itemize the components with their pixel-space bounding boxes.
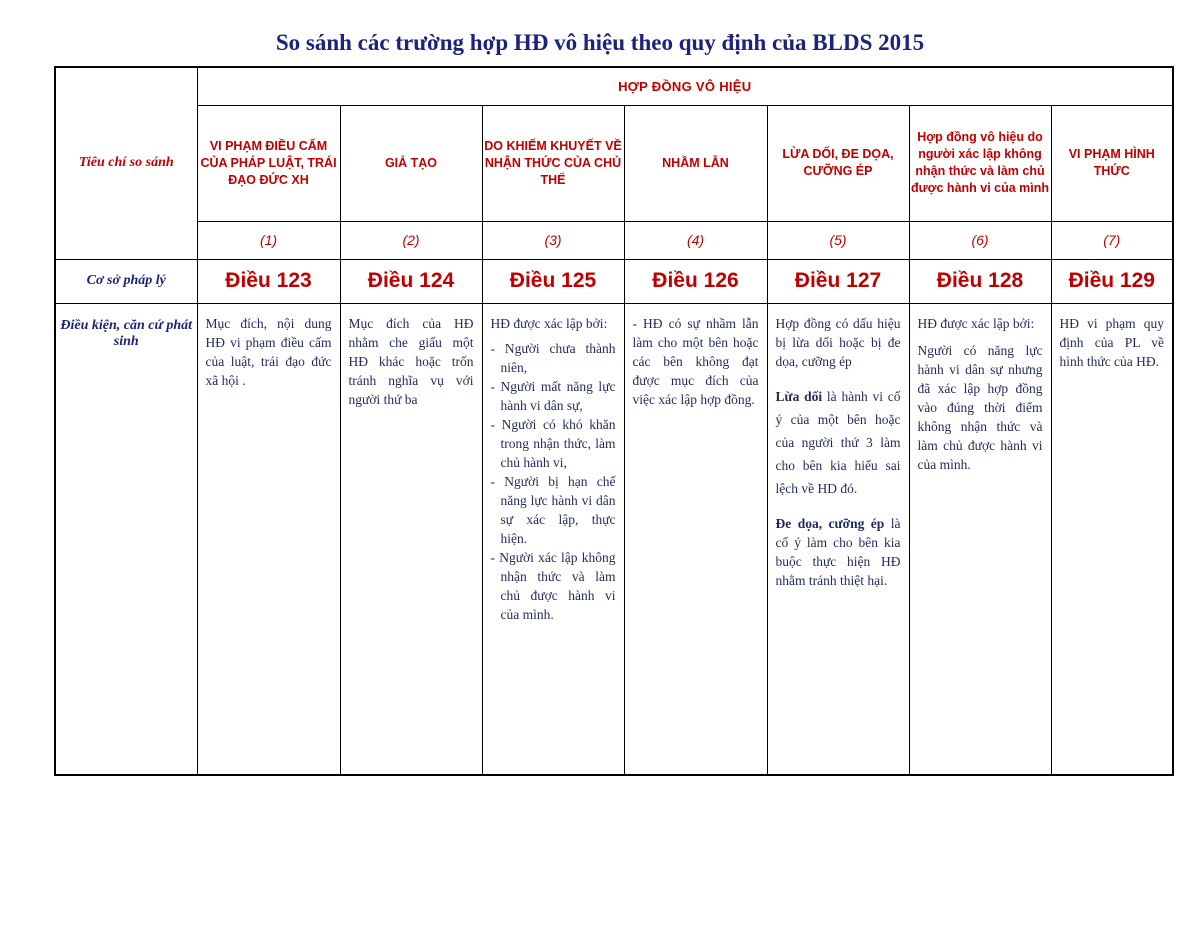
condition-text-7: HĐ vi phạm quy định của PL về hình thức của HĐ.	[1059, 315, 1165, 369]
condition-cell-1	[197, 303, 340, 775]
column-number-row	[55, 221, 1173, 259]
condition-cell-4	[624, 303, 767, 775]
group-header-row	[55, 67, 1173, 105]
column-number-4: (4)	[624, 221, 767, 259]
condition-cell-3	[482, 303, 624, 775]
definition-deceit-term: Lừa dối	[775, 388, 823, 404]
condition-text-6: HĐ được xác lập bởi:	[917, 315, 1035, 331]
article-1: Điều 123	[197, 259, 340, 303]
legal-basis-row	[55, 259, 1173, 303]
list-item: - Người mất năng lực hành vi dân sự,	[490, 378, 616, 413]
condition-cell-5	[767, 303, 909, 775]
column-number-5: (5)	[767, 221, 909, 259]
conditions-label: Điều kiện, căn cứ phát sinh	[55, 303, 197, 775]
definition-deceit-text: là hành vi cố ý của một bên hoặc của người thứ 3 làm cho bên kia hiểu sai lệch về HD đó.	[775, 388, 901, 496]
condition-text-5: Hợp đồng có dấu hiệu bị lừa dối hoặc bị đe dọa, cưỡng ép	[775, 315, 901, 369]
condition-cell-2	[340, 303, 482, 775]
condition-list-3	[491, 339, 616, 624]
column-header-7: VI PHẠM HÌNH THỨC	[1051, 105, 1173, 221]
article-2: Điều 124	[340, 259, 482, 303]
column-number-2: (2)	[340, 221, 482, 259]
column-number-1: (1)	[197, 221, 340, 259]
comparison-table	[54, 66, 1174, 776]
list-item: - Người bị hạn chế năng lực hành vi dân sự xác lập, thực hiện.	[490, 473, 616, 546]
column-header-4: NHẦM LẪN	[624, 105, 767, 221]
condition-text-6b: Người có năng lực hành vi dân sự nhưng đã xác lập hợp đồng vào đúng thời điểm không nhận thức và làm chủ được hành vi của mình.	[917, 342, 1043, 472]
list-item: - Người chưa thành niên,	[490, 340, 616, 375]
column-header-2: GIẢ TẠO	[340, 105, 482, 221]
column-number-7: (7)	[1051, 221, 1173, 259]
list-item: - Người xác lập không nhận thức và làm chủ được hành vi của mình.	[490, 549, 616, 622]
legal-basis-label: Cơ sở pháp lý	[55, 259, 197, 303]
column-header-1: VI PHẠM ĐIỀU CẤM CỦA PHÁP LUẬT, TRÁI ĐẠO ĐỨC XH	[197, 105, 340, 221]
column-number-3: (3)	[482, 221, 624, 259]
condition-cell-7	[1051, 303, 1173, 775]
list-item: - Người có khó khăn trong nhận thức, làm chủ hành vi,	[490, 416, 616, 470]
definition-deceit	[776, 385, 901, 500]
condition-text-1: Mục đích, nội dung HĐ vi phạm điều cấm của luật, trái đạo đức xã hội .	[205, 315, 332, 388]
column-header-3: DO KHIẾM KHUYẾT VỀ NHẬN THỨC CỦA CHỦ THỂ	[482, 105, 624, 221]
condition-cell-6	[909, 303, 1051, 775]
group-header: HỢP ĐỒNG VÔ HIỆU	[197, 67, 1173, 105]
article-6: Điều 128	[909, 259, 1051, 303]
definition-threat-text: là cố ý làm cho bên kia buộc thực hiện HĐ nhằm tránh thiệt hại.	[775, 515, 901, 588]
article-3: Điều 125	[482, 259, 624, 303]
article-7: Điều 129	[1051, 259, 1173, 303]
column-header-6: Hợp đồng vô hiệu do người xác lập không nhận thức và làm chủ được hành vi của mình	[909, 105, 1051, 221]
column-number-6: (6)	[909, 221, 1051, 259]
criteria-compare-label: Tiêu chí so sánh	[55, 67, 197, 259]
conditions-row	[55, 303, 1173, 775]
condition-text-4: - HĐ có sự nhầm lẫn làm cho một bên hoặc các bên không đạt được mục đích của việc xác lập hợp đồng.	[632, 315, 759, 407]
condition-text-2: Mục đích của HĐ nhằm che giấu một HĐ khác hoặc trốn tránh nghĩa vụ với người thứ ba	[348, 315, 474, 407]
condition-text-3: HĐ được xác lập bởi:	[490, 315, 608, 331]
article-4: Điều 126	[624, 259, 767, 303]
definition-threat	[776, 514, 901, 590]
column-header-row	[55, 105, 1173, 221]
page-title: So sánh các trường hợp HĐ vô hiệu theo quy định của BLDS 2015	[275, 30, 925, 55]
definition-threat-term: Đe dọa, cưỡng ép	[775, 515, 885, 531]
column-header-5: LỪA DỐI, ĐE DỌA, CƯỠNG ÉP	[767, 105, 909, 221]
article-5: Điều 127	[767, 259, 909, 303]
